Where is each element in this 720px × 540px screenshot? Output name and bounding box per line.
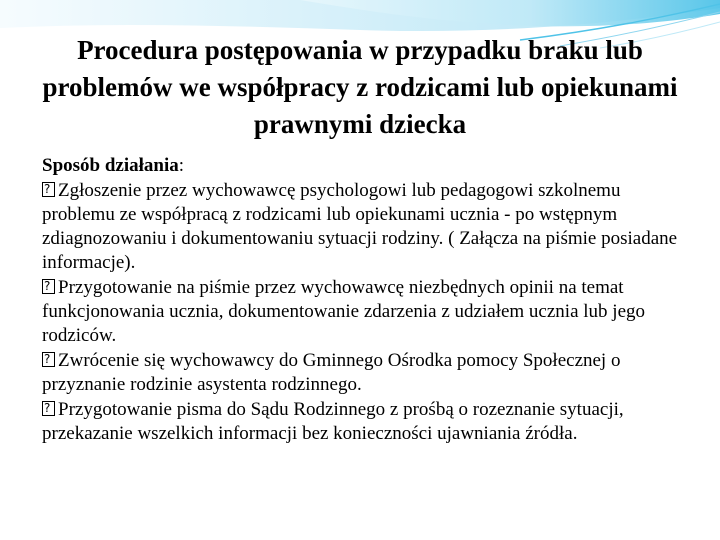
lead-suffix: : <box>178 155 185 176</box>
replacement-character-box-icon <box>42 352 55 367</box>
lead-label: Sposób działania <box>42 155 179 176</box>
replacement-character-box-icon <box>42 279 55 294</box>
lead-line <box>42 154 692 178</box>
slide-title: Procedura postępowania w przypadku braku lub problemów we współpracy z rodzicami lub opiekunami prawnymi dziecka <box>42 35 678 139</box>
replacement-character-box-icon <box>42 401 55 416</box>
list-item <box>42 179 692 275</box>
list-item-text: Przygotowanie na piśmie przez wychowawcę niezbędnych opinii na temat funkcjonowania ucznia, dokumentowanie zdarzenia z udziałem ucznia lub jego rodziców. <box>42 277 645 346</box>
list-item-text: Zgłoszenie przez wychowawcę psychologowi lub pedagogowi szkolnemu problemu ze współpracą z rodzicami lub opiekunami ucznia - po wstępnym zdiagnozowaniu i dokumentowaniu sytuacji rodziny. ( Załącza na piśmie posiadane informacje). <box>42 180 678 273</box>
list-item-text: Zwrócenie się wychowawcy do Gminnego Ośrodka pomocy Społecznej o przyznanie rodzinie asystenta rodzinnego. <box>42 350 621 395</box>
replacement-character-box-icon <box>42 182 55 197</box>
list-item <box>42 398 692 446</box>
slide-content <box>42 154 692 446</box>
list-item-text: Przygotowanie pisma do Sądu Rodzinnego z prośbą o rozeznanie sytuacji, przekazanie wszelkich informacji bez konieczności ujawniania źródła. <box>42 399 624 444</box>
list-item <box>42 276 692 348</box>
list-item <box>42 349 692 397</box>
